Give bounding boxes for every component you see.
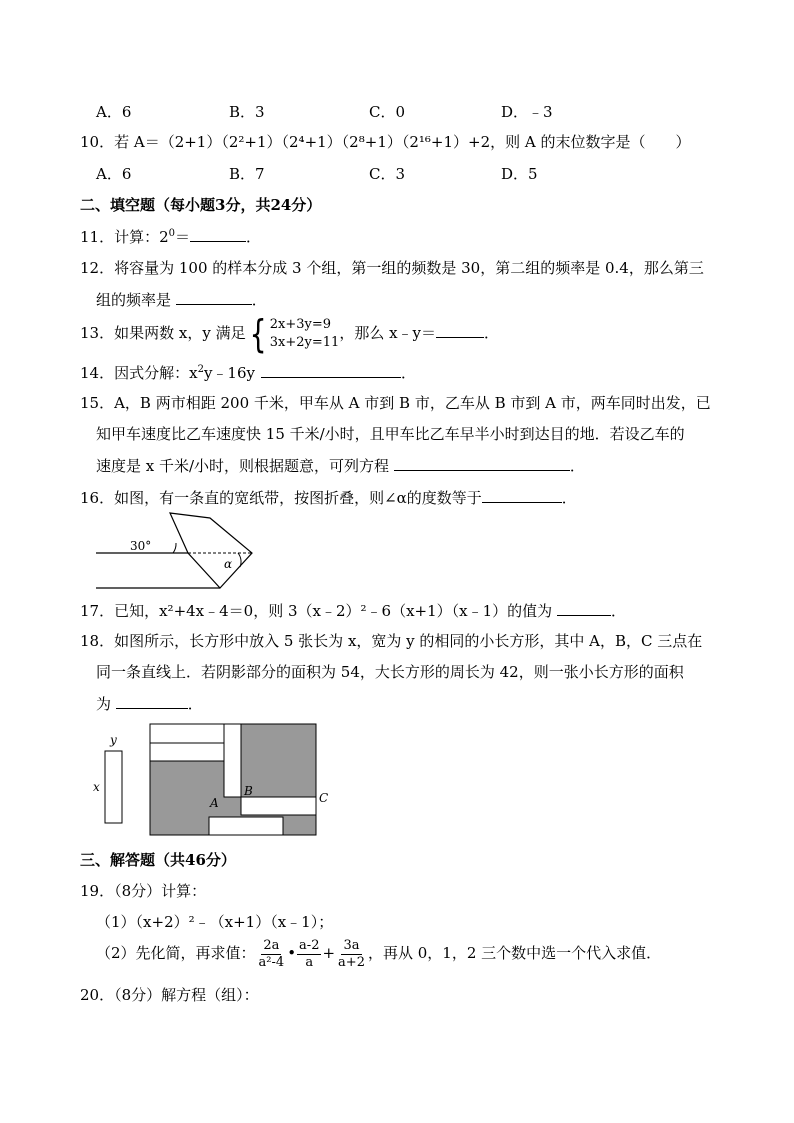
q18-text3: 为: [96, 695, 116, 713]
q17-end: ．: [610, 602, 626, 620]
q14-pre: 因式分解：x: [114, 364, 198, 382]
label-x: x: [93, 780, 100, 794]
q16-question: [80, 487, 577, 508]
q10-question: [80, 132, 691, 152]
label-b: B: [244, 784, 253, 798]
q12-number: 12．: [80, 259, 115, 277]
angle-alpha-arc: [238, 553, 241, 567]
q9-option-a: A．6: [96, 103, 132, 121]
q19-fraction-3: [336, 938, 367, 971]
strip-vertical: [224, 724, 241, 797]
q12-answer-blank[interactable]: [176, 289, 252, 305]
q12-line2: [96, 289, 267, 310]
q16-folded-strip-figure: [90, 510, 270, 594]
q19-part1: （1）（x+2）²﹣（x+1）（x﹣1）；: [96, 913, 334, 931]
fraction-2-numerator: a-2: [299, 937, 320, 953]
q19-fraction-2: [297, 938, 321, 971]
q13-end: ．: [484, 324, 500, 342]
label-c: C: [319, 791, 329, 805]
q11-sup: 0: [168, 228, 176, 239]
q10-text: 若 A＝（2+1）（2²+1）（2⁴+1）（2⁸+1）（2¹⁶+1）+2，则 A 的末位数字是（ ）: [114, 133, 691, 151]
q15-text3: 速度是 x 千米/小时，则根据题意，可列方程: [96, 457, 394, 475]
brace-icon: {: [249, 312, 267, 356]
q15-end: ．: [569, 457, 585, 475]
q16-end: ．: [561, 489, 577, 507]
q13-question: [80, 312, 500, 356]
folded-part: [170, 513, 252, 588]
section2-title: 二、填空题（每小题3分，共24分）: [80, 196, 322, 214]
section3-title: 三、解答题（共46分）: [80, 851, 236, 869]
q19-fraction-1: [257, 938, 287, 971]
q18-line3: [96, 693, 203, 714]
label-a: A: [210, 796, 219, 810]
q10-number: 10．: [80, 133, 115, 151]
strip-top-2: [150, 743, 224, 761]
q10-option-d: D．5: [501, 165, 538, 183]
q19-part2-post: ，再从 0，1，2 三个数中选一个代入求值．: [367, 944, 662, 962]
label-y: y: [110, 733, 117, 747]
q15-number: 15．: [80, 394, 115, 412]
q14-post: y﹣16y: [203, 364, 255, 382]
q19-part2: [96, 934, 661, 972]
q11-pre: 计算：2: [114, 228, 169, 246]
q16-answer-blank[interactable]: [482, 487, 562, 503]
q19-head: [80, 881, 206, 901]
q9-option-d: D．﹣3: [501, 103, 553, 121]
q13-pre: 如果两数 x，y 满足: [114, 324, 246, 342]
fraction-3-denominator: a+2: [338, 954, 365, 970]
q14-sup: 2: [197, 364, 204, 375]
q19-head-text: （8分）计算：: [114, 882, 207, 900]
strip-top-1: [150, 724, 224, 743]
q15-line2: 知甲车速度比乙车速度快 15 千米/小时，且甲车比乙车早半小时到达目的地．若设乙车的: [96, 425, 685, 443]
q15-answer-blank[interactable]: [394, 455, 570, 471]
q14-question: [80, 362, 416, 383]
angle-alpha-label: α: [224, 557, 233, 571]
q18-line2: 同一条直线上．若阴影部分的面积为 54，大长方形的周长为 42，则一张小长方形的面积: [96, 663, 684, 681]
q18-end: ．: [187, 695, 203, 713]
q11-number: 11．: [80, 228, 115, 246]
q16-number: 16．: [80, 489, 115, 507]
q9-option-c: C．0: [369, 103, 406, 121]
q10-option-a: A．6: [96, 165, 132, 183]
fraction-1-numerator: 2a: [263, 937, 280, 953]
q18-rectangles-figure: [88, 720, 338, 840]
q17-question: [80, 600, 626, 621]
angle-30-arc: [173, 543, 176, 553]
q13-eq2: 3x+2y=11: [269, 335, 340, 350]
q10-option-c: C．3: [369, 165, 406, 183]
q13-equation-system: [246, 312, 340, 356]
q13-number: 13．: [80, 324, 115, 342]
q15-text1: A，B 两市相距 200 千米，甲车从 A 市到 B 市，乙车从 B 市到 A 市，两车同时出发，已: [114, 394, 711, 412]
fraction-3-numerator: 3a: [343, 937, 360, 953]
q19-number: 19．: [80, 882, 115, 900]
plus-sign: +: [322, 944, 336, 962]
angle-30-label: 30°: [130, 539, 152, 553]
q9-option-b: B．3: [229, 103, 265, 121]
q14-answer-blank[interactable]: [261, 362, 401, 378]
q13-eq1: 2x+3y=9: [269, 317, 332, 332]
strip-bottom: [209, 817, 283, 835]
q12-text1: 将容量为 100 的样本分成 3 个组，第一组的频数是 30，第二组的频率是 0.4，那么第三: [114, 259, 704, 277]
q11-answer-blank[interactable]: [190, 226, 246, 242]
q15-line3: [96, 455, 585, 476]
q14-number: 14．: [80, 364, 115, 382]
q18-line1: [80, 631, 702, 651]
q17-answer-blank[interactable]: [557, 600, 611, 616]
q14-end: ．: [400, 364, 416, 382]
q13-post: ，那么 x﹣y＝: [339, 324, 437, 342]
fraction-2-denominator: a: [305, 954, 314, 970]
small-rectangle: [105, 751, 122, 823]
q20-number: 20．: [80, 986, 115, 1004]
q11-end: ．: [246, 228, 262, 246]
strip-middle-right: [241, 797, 316, 815]
q17-number: 17．: [80, 602, 115, 620]
fraction-1-denominator: a²-4: [258, 954, 285, 970]
q12-end: ．: [251, 291, 267, 309]
q12-text2: 组的频率是: [96, 291, 176, 309]
q18-number: 18．: [80, 632, 115, 650]
q12-line1: [80, 258, 704, 278]
multiply-dot: •: [287, 944, 297, 962]
q20-text: （8分）解方程（组）：: [114, 986, 259, 1004]
q17-text: 已知，x²+4x﹣4＝0，则 3（x﹣2）²﹣6（x+1）（x﹣1）的值为: [114, 602, 557, 620]
q18-answer-blank[interactable]: [116, 693, 188, 709]
q20-question: [80, 985, 259, 1005]
q18-text1: 如图所示，长方形中放入 5 张长为 x，宽为 y 的相同的小长方形，其中 A，B，C 三点在: [114, 632, 703, 650]
q10-option-b: B．7: [229, 165, 265, 183]
q11-question: [80, 226, 261, 247]
q13-answer-blank[interactable]: [436, 322, 484, 338]
q16-text: 如图，有一条直的宽纸带，按图折叠，则∠α的度数等于: [114, 489, 482, 507]
q19-part2-pre: （2）先化简，再求值：: [96, 944, 256, 962]
q15-line1: [80, 393, 711, 413]
q11-post: ＝: [175, 228, 191, 246]
